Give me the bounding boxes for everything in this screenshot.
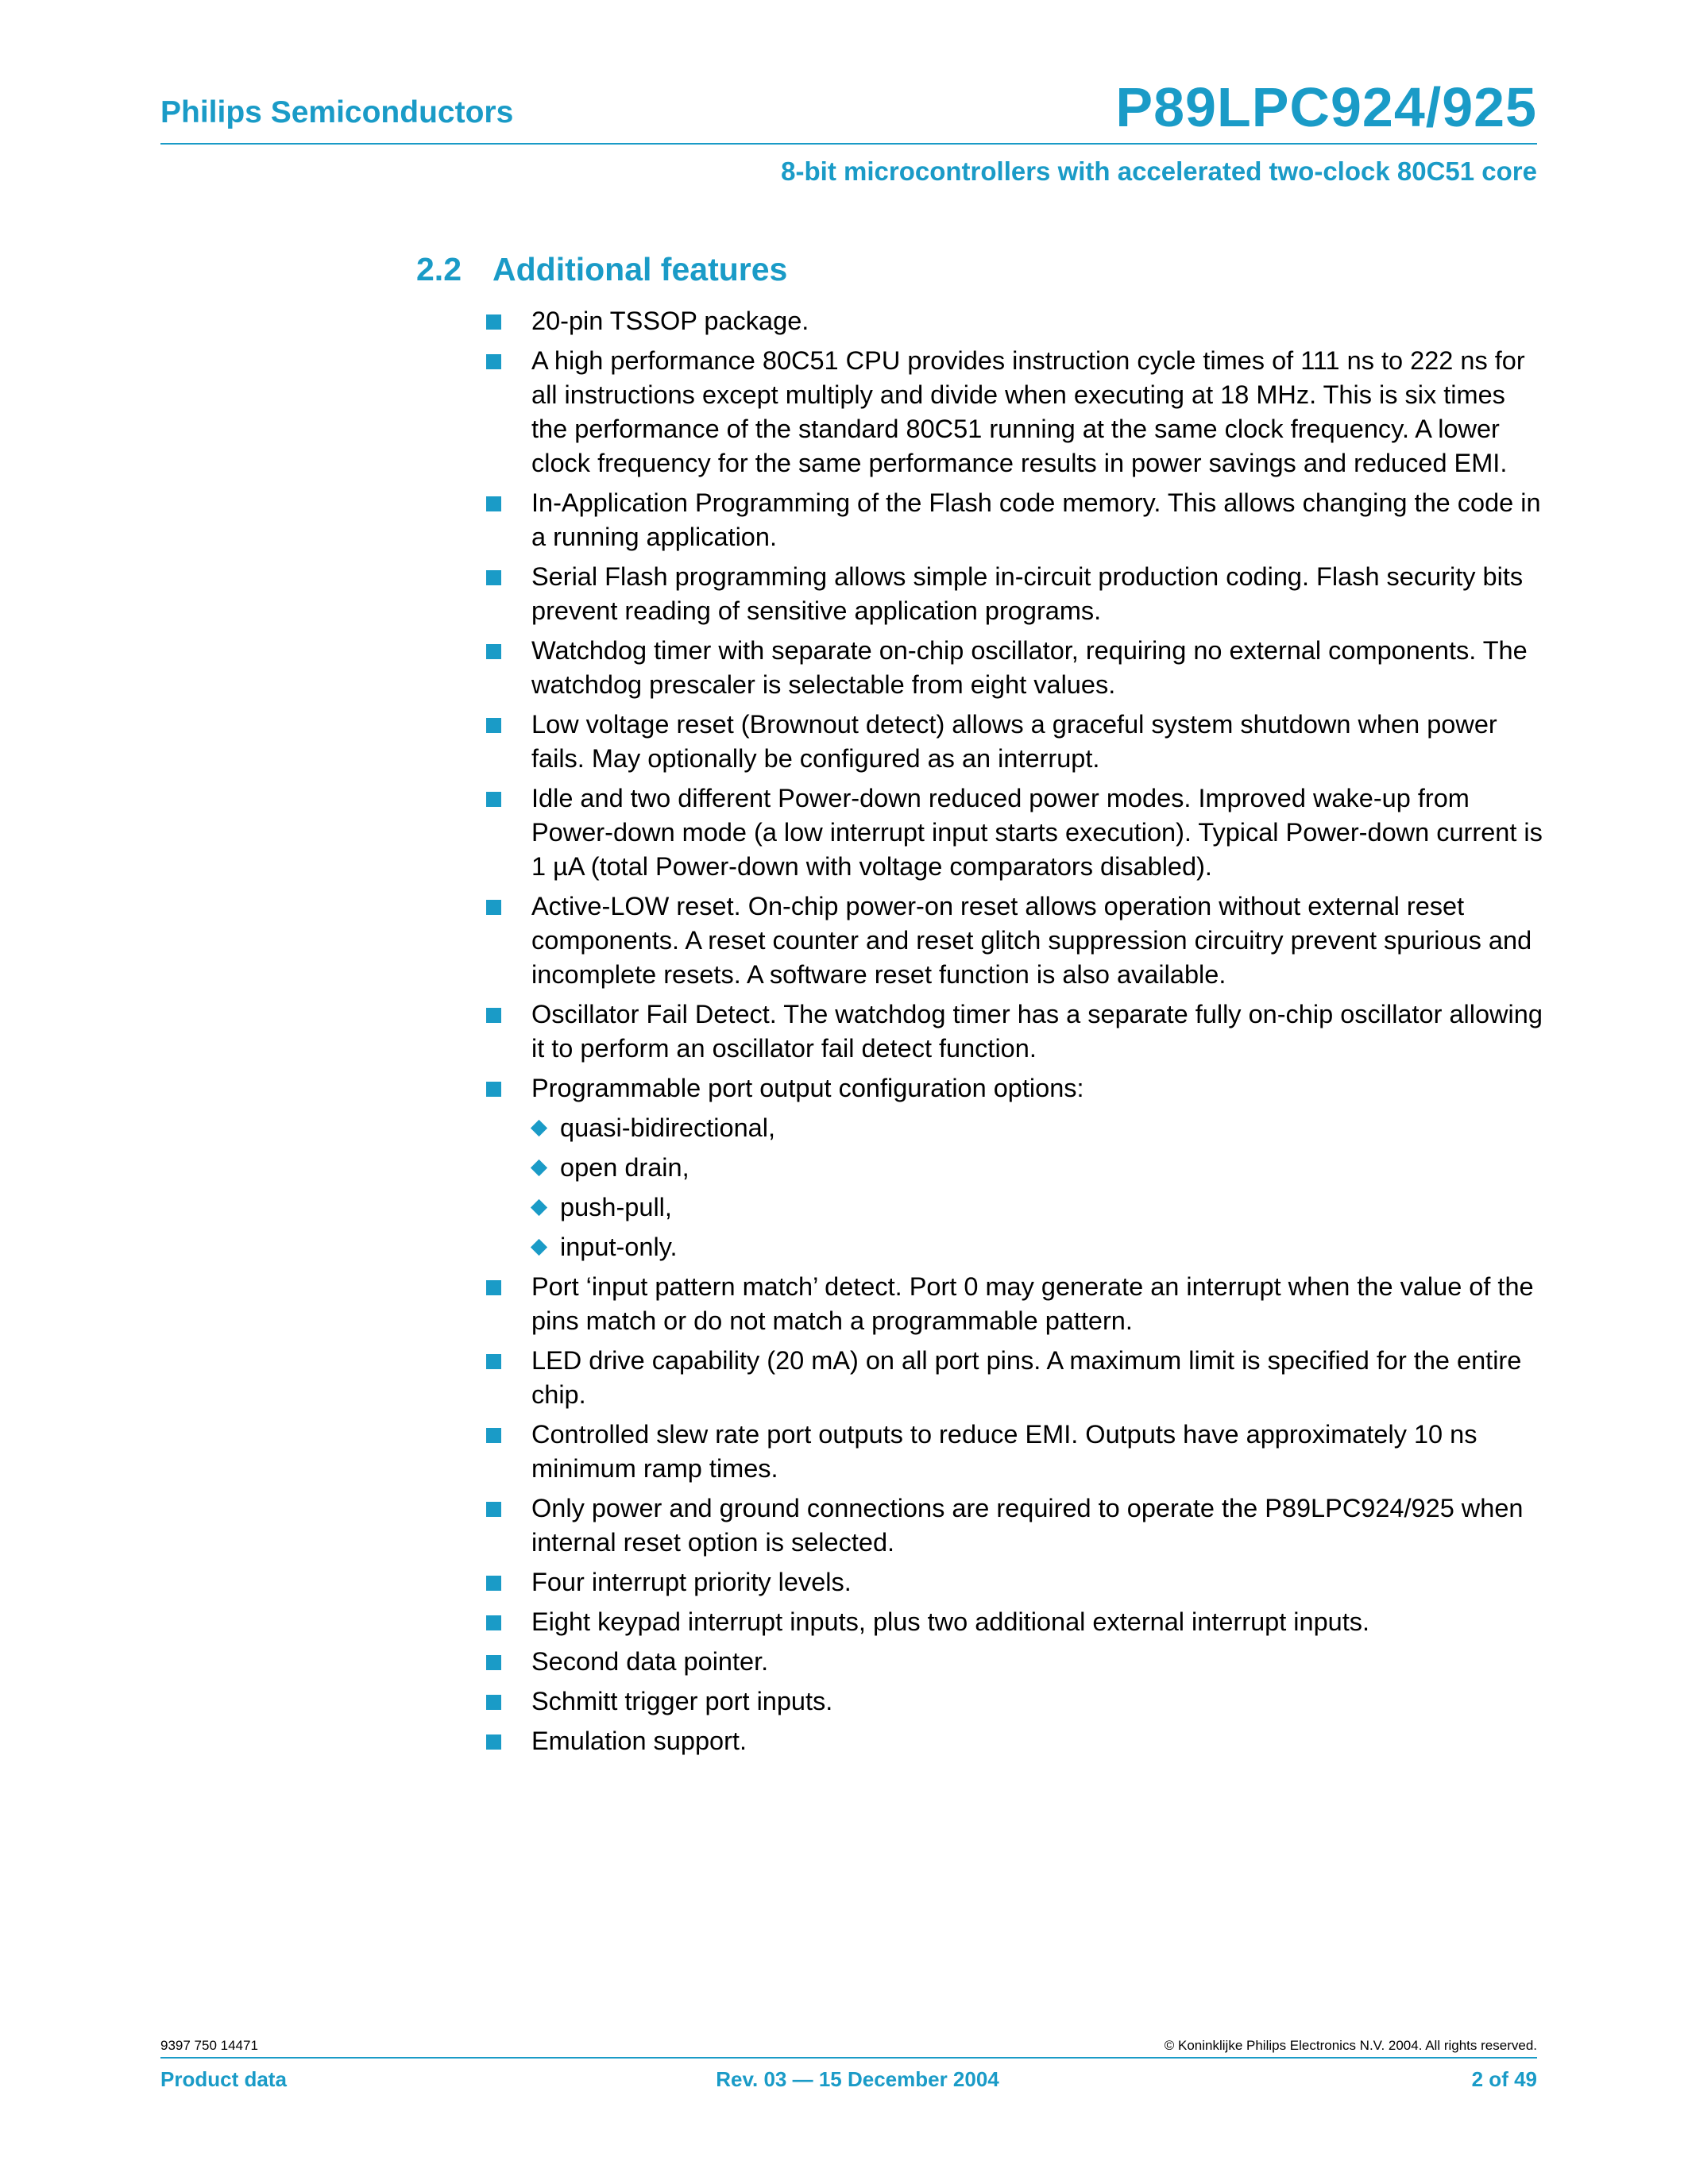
port-option-text: input-only. bbox=[560, 1233, 678, 1261]
feature-item bbox=[486, 1605, 1543, 1639]
feature-item bbox=[486, 1684, 1543, 1719]
feature-text: Idle and two different Power-down reduced power modes. Improved wake-up from Power-down mode (a low interrupt input starts execution). Typical Power-down current is 1 µA (total Power-down with voltage comparators disabled). bbox=[531, 784, 1543, 881]
square-bullet-icon bbox=[486, 1615, 501, 1630]
revision-date-wrapper bbox=[0, 2067, 1688, 2092]
company-name: Philips Semiconductors bbox=[160, 95, 514, 129]
diamond-bullet-icon bbox=[531, 1120, 547, 1136]
feature-item bbox=[486, 1724, 1543, 1758]
square-bullet-icon bbox=[486, 1008, 501, 1023]
header-divider bbox=[160, 143, 1537, 145]
feature-item bbox=[486, 1645, 1543, 1679]
feature-text: Emulation support. bbox=[531, 1727, 747, 1755]
document-subtitle: 8-bit microcontrollers with accelerated two-clock 80C51 core bbox=[781, 156, 1537, 186]
feature-item bbox=[486, 1565, 1543, 1599]
square-bullet-icon bbox=[486, 1502, 501, 1517]
port-option-text: open drain, bbox=[560, 1153, 689, 1182]
port-option-item bbox=[531, 1151, 1543, 1185]
part-number: P89LPC924/925 bbox=[1115, 76, 1537, 138]
section-number: 2.2 bbox=[416, 251, 462, 287]
square-bullet-icon bbox=[486, 718, 501, 733]
section-title: Additional features bbox=[492, 251, 788, 287]
square-bullet-icon bbox=[486, 1280, 501, 1295]
feature-text: Low voltage reset (Brownout detect) allows a graceful system shutdown when power fails. May optionally be configured as an interrupt. bbox=[531, 710, 1497, 773]
revision-date: Rev. 03 — 15 December 2004 bbox=[716, 2067, 999, 2091]
feature-item bbox=[486, 889, 1543, 992]
feature-item bbox=[486, 1344, 1543, 1412]
square-bullet-icon bbox=[486, 1576, 501, 1591]
feature-text: Controlled slew rate port outputs to reduce EMI. Outputs have approximately 10 ns minimum ramp times. bbox=[531, 1420, 1477, 1483]
port-options-list bbox=[531, 1111, 1543, 1264]
feature-item bbox=[486, 560, 1543, 628]
feature-text: Eight keypad interrupt inputs, plus two additional external interrupt inputs. bbox=[531, 1607, 1370, 1636]
feature-text: Watchdog timer with separate on-chip oscillator, requiring no external components. The watchdog prescaler is selectable from eight values. bbox=[531, 636, 1528, 699]
feature-text: In-Application Programming of the Flash code memory. This allows changing the code in a running application. bbox=[531, 488, 1541, 551]
feature-text: Second data pointer. bbox=[531, 1647, 769, 1676]
feature-item bbox=[486, 486, 1543, 554]
square-bullet-icon bbox=[486, 354, 501, 369]
feature-item bbox=[486, 634, 1543, 702]
feature-text: Only power and ground connections are required to operate the P89LPC924/925 when internal reset option is selected. bbox=[531, 1494, 1524, 1557]
page-number: 2 of 49 bbox=[1471, 2067, 1537, 2091]
square-bullet-icon bbox=[486, 1428, 501, 1443]
footer-divider bbox=[160, 2057, 1537, 2059]
square-bullet-icon bbox=[486, 314, 501, 330]
feature-text: Schmitt trigger port inputs. bbox=[531, 1687, 833, 1715]
feature-text: Port ‘input pattern match’ detect. Port 0 may generate an interrupt when the value of the pins match or do not match a programmable pattern. bbox=[531, 1272, 1534, 1335]
feature-text: Programmable port output configuration options: bbox=[531, 1074, 1084, 1102]
feature-item bbox=[486, 708, 1543, 776]
port-option-text: quasi-bidirectional, bbox=[560, 1113, 775, 1142]
port-option-item bbox=[531, 1190, 1543, 1225]
square-bullet-icon bbox=[486, 644, 501, 659]
diamond-bullet-icon bbox=[531, 1239, 547, 1256]
feature-item bbox=[486, 781, 1543, 884]
square-bullet-icon bbox=[486, 496, 501, 511]
square-bullet-icon bbox=[486, 1082, 501, 1097]
document-type: Product data bbox=[160, 2067, 287, 2091]
feature-item bbox=[486, 1418, 1543, 1486]
square-bullet-icon bbox=[486, 900, 501, 915]
port-option-item bbox=[531, 1230, 1543, 1264]
feature-item bbox=[486, 997, 1543, 1066]
section-heading bbox=[416, 251, 787, 288]
feature-text: 20-pin TSSOP package. bbox=[531, 307, 809, 335]
diamond-bullet-icon bbox=[531, 1160, 547, 1176]
square-bullet-icon bbox=[486, 1655, 501, 1670]
square-bullet-icon bbox=[486, 792, 501, 807]
feature-text: Active-LOW reset. On-chip power-on reset allows operation without external reset components. A reset counter and reset glitch suppression circuitry prevent spurious and incomplete resets. A software reset function is also available. bbox=[531, 892, 1532, 989]
feature-text: LED drive capability (20 mA) on all port pins. A maximum limit is specified for the entire chip. bbox=[531, 1346, 1522, 1409]
port-option-text: push-pull, bbox=[560, 1193, 672, 1221]
document-number: 9397 750 14471 bbox=[160, 2038, 258, 2053]
feature-text: Four interrupt priority levels. bbox=[531, 1568, 852, 1596]
square-bullet-icon bbox=[486, 1695, 501, 1710]
diamond-bullet-icon bbox=[531, 1199, 547, 1216]
copyright-notice: © Koninklijke Philips Electronics N.V. 2004. All rights reserved. bbox=[1164, 2038, 1537, 2053]
square-bullet-icon bbox=[486, 1734, 501, 1750]
square-bullet-icon bbox=[486, 570, 501, 585]
feature-item bbox=[486, 1491, 1543, 1560]
square-bullet-icon bbox=[486, 1354, 501, 1369]
feature-item bbox=[486, 1071, 1543, 1264]
feature-text: A high performance 80C51 CPU provides instruction cycle times of 111 ns to 222 ns for all instructions except multiply and divide when executing at 18 MHz. This is six times the performance of the standard 80C51 running at the same clock frequency. A lower clock frequency for the same performance results in power savings and reduced EMI. bbox=[531, 346, 1525, 477]
feature-item bbox=[486, 344, 1543, 480]
feature-item bbox=[486, 304, 1543, 338]
feature-text: Oscillator Fail Detect. The watchdog timer has a separate fully on-chip oscillator allowing it to perform an oscillator fail detect function. bbox=[531, 1000, 1543, 1063]
feature-text: Serial Flash programming allows simple in-circuit production coding. Flash security bits prevent reading of sensitive application programs. bbox=[531, 562, 1524, 625]
feature-list bbox=[486, 304, 1543, 1764]
feature-item bbox=[486, 1270, 1543, 1338]
port-option-item bbox=[531, 1111, 1543, 1145]
